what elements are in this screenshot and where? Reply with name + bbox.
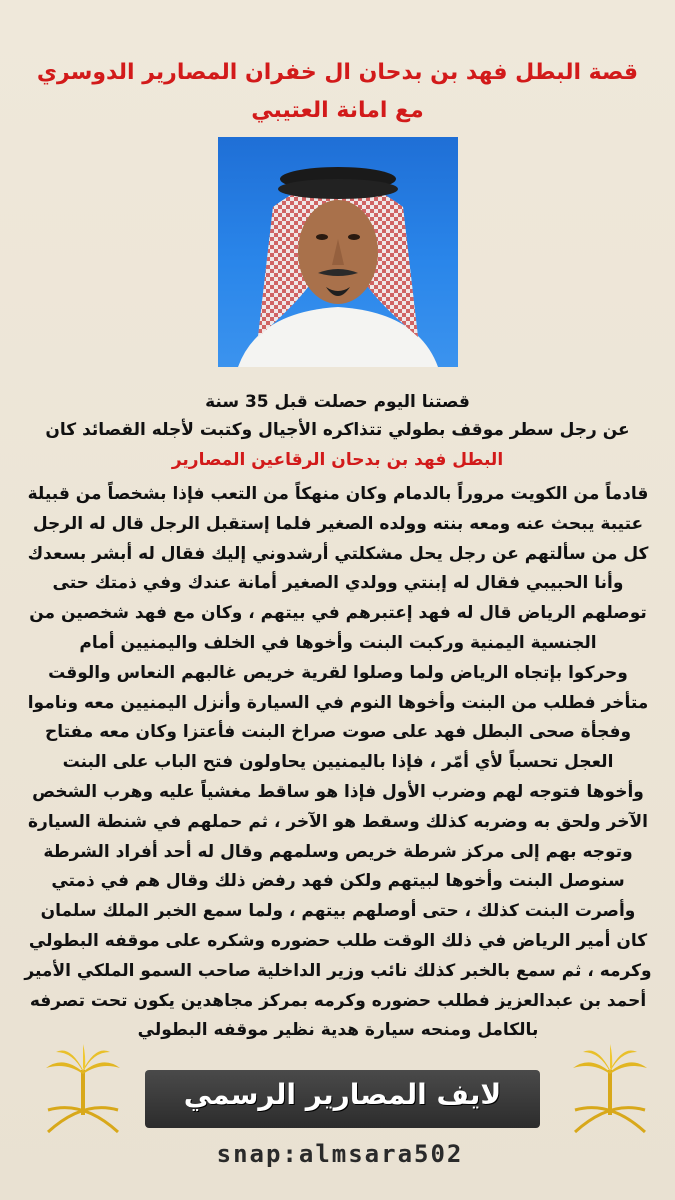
story-line: سنوصل البنت وأخوها لبيتهم ولكن فهد رفض ذلك وقال هم في ذمتي [51,871,625,892]
story-title-line-1: قصة البطل فهد بن بدحان ال خفران المصارير الدوسري [36,60,639,85]
story-line: وحركوا بإتجاه الرياض ولما وصلوا لقرية خريص غالبهم النعاس والوقت [48,662,628,683]
story-line: كل من سألتهم عن رجل يحل مشكلتي أرشدوني إليك فقال له أبشر بسعدك [27,543,649,564]
intro-hero-name: البطل فهد بن بدحان الرقاعين المصارير [171,450,504,470]
story-line: أحمد بن عبدالعزيز فطلب حضوره وكرمه بمركز مجاهدين يكون تحت تصرفه [29,990,647,1011]
portrait-illustration [218,137,458,367]
story-line: العجل تحسباً لأي أمّر ، فإذا باليمنيين يحاولون فتح الباب على البنت [62,752,614,773]
story-line: وأنا الحبيبي فقال له إبنتي وولدي الصغير أمانة عندك وفي ذمتك حتى [52,573,624,594]
story-line: وأصرت البنت كذلك ، حتى أوصلهم بيتهم ، ولما سمع الخبر الملك سلمان [40,901,636,922]
account-banner [145,1070,540,1128]
story-line: وفجأة صحى البطل فهد على صوت صراخ البنت فأعتزا وكان معه مفتاح [44,722,632,743]
story-line: وكرمه ، ثم سمع بالخبر كذلك نائب وزير الداخلية صاحب السمو الملكي الأمير [24,960,652,981]
story-line: وتوجه بهم إلى مركز شرطة خريص وسلمهم وقال له أحد أفراد الشرطة [43,841,633,862]
story-line: بالكامل ومنحه سيارة هدية نظير موقفه البطولي [137,1020,539,1041]
story-line: الجنسية اليمنية وركبت البنت وأخوها في الخلف واليمنيين أمام [79,632,597,653]
story-line: الآخر ولحق به وضربه كذلك وسقط هو الآخر ، ثم حملهم في شنطة السيارة [28,811,648,832]
story-title-line-2: مع امانة العتيبي [251,98,424,123]
story-line: عتيبة يبحث عنه ومعه بنته وولده الصغير فلما إستقبل الرجل قال له الرجل [32,513,644,534]
palm-swords-emblem-icon [38,1040,128,1140]
portrait-photo [218,137,458,367]
intro-line-2: عن رجل سطر موقف بطولي تتذاكره الأجيال وكتبت لأجله القصائد كان [45,420,630,440]
story-line: كان أمير الرياض في ذلك الوقت طلب حضوره وشكره على موقفه البطولي [28,930,648,951]
story-line: قادماً من الكويت مروراً بالدمام وكان منهكاً من التعب فإذا بشخصاً من قبيلة [27,484,649,504]
story-line: متأخر فطلب من البنت وأخوها النوم في السيارة وأنزل اليمنيين معه وناموا [27,692,649,713]
snapchat-handle: snap:almsara502 [216,1140,464,1168]
account-banner-label: لايف المصارير الرسمي [183,1078,502,1111]
story-body [14,480,662,1046]
story-line: وأخوها فتوجه لهم وضرب الأول فإذا هو ساقط مغشياً عليه وهرب الشخص [32,781,644,802]
palm-swords-emblem-icon [565,1040,655,1140]
story-line: توصلهم الرياض قال له فهد إعتبرهم في بيتهم ، وكان مع فهد شخصين من [29,603,647,624]
intro-line-1: قصتنا اليوم حصلت قبل 35 سنة [205,392,470,412]
